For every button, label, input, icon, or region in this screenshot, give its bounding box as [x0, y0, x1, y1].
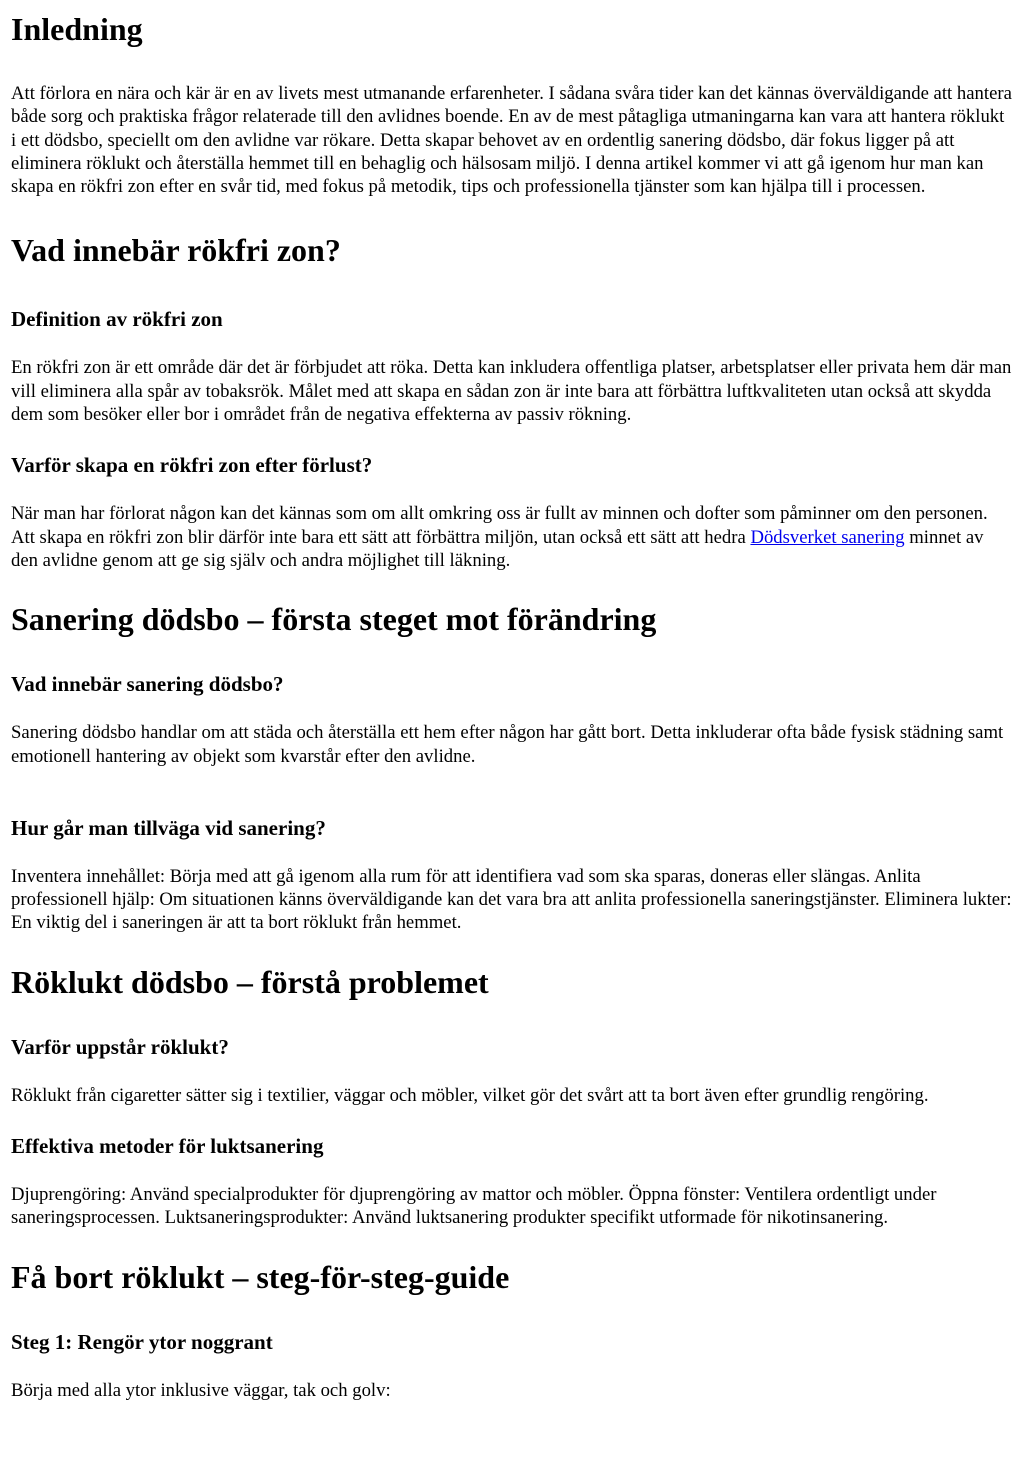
subheading-definition: Definition av rökfri zon — [11, 307, 223, 332]
heading-roklukt-dodsbo: Röklukt dödsbo – förstå problemet — [11, 963, 489, 1000]
paragraph-why-rokfri — [11, 502, 1013, 572]
paragraph-methods: Djuprengöring: Använd specialprodukter för djuprengöring av mattor och möbler. Öppna fönster: Ventilera ordentligt under saneringsprocessen. Luktsaneringsprodukter: Använd luktsanering produkter specifikt utformade för nikotinsanering. — [11, 1184, 937, 1229]
subheading-how-sanering: Hur går man tillväga vid sanering? — [11, 815, 326, 840]
subheading-methods: Effektiva metoder för luktsanering — [11, 1134, 324, 1159]
paragraph-how-sanering: Inventera innehållet: Börja med att gå igenom alla rum för att identifiera vad som ska sparas, doneras eller slängas. Anlita professionell hjälp: Om situationen känns överväldigande kan det vara bra att anlita professionella saneringstjänster. Eliminera lukter: En viktig del i saneringen är att ta bort röklukt från hemmet. — [11, 865, 1012, 934]
paragraph-cause: Röklukt från cigaretter sätter sig i textilier, väggar och möbler, vilket gör det svårt att ta bort även efter grundlig rengöring. — [11, 1084, 929, 1106]
why-text-after: minnet av den avlidne genom att ge sig själv och andra möjlighet till läkning. — [11, 526, 984, 571]
heading-sanering-dodsbo: Sanering dödsbo – första steget mot förändring — [11, 601, 657, 638]
subheading-what-sanering: Vad innebär sanering dödsbo? — [11, 672, 284, 697]
paragraph-step-1: Börja med alla ytor inklusive väggar, tak och golv: — [11, 1379, 391, 1401]
subheading-step-1: Steg 1: Rengör ytor noggrant — [11, 1329, 273, 1354]
article — [0, 10, 1024, 1402]
heading-guide: Få bort röklukt – steg-för-steg-guide — [11, 1258, 510, 1295]
dodsverket-sanering-link[interactable]: Dödsverket sanering — [750, 526, 905, 548]
paragraph-definition: En rökfri zon är ett område där det är förbjudet att röka. Detta kan inkludera offentliga platser, arbetsplatser eller privata hem där man vill eliminera alla spår av tobaksrök. Målet med att skapa en sådan zon är inte bara att förbättra luftkvaliteten utan också att skydda dem som besöker eller bor i området från de negativa effekterna av passiv rökning. — [11, 357, 1012, 426]
subheading-cause: Varför uppstår röklukt? — [11, 1034, 229, 1059]
heading-rokfri-zon: Vad innebär rökfri zon? — [11, 232, 341, 269]
paragraph-what-sanering: Sanering dödsbo handlar om att städa och återställa ett hem efter någon har gått bort. Detta inkluderar ofta både fysisk städning samt emotionell hantering av objekt som kvarstår efter den avlidne. — [11, 722, 1004, 767]
why-text-before: När man har förlorat någon kan det kännas som om allt omkring oss är fullt av minnen och dofter som påminner om den personen. Att skapa en rökfri zon blir därför inte bara ett sätt att förbättra miljön, utan också ett sätt att hedra — [11, 503, 988, 548]
heading-inledning: Inledning — [11, 11, 143, 47]
subheading-why-rokfri: Varför skapa en rökfri zon efter förlust? — [11, 453, 373, 478]
paragraph-intro: Att förlora en nära och kär är en av livets mest utmanande erfarenheter. I sådana svåra tider kan det kännas överväldigande att hantera både sorg och praktiska frågor relaterade till den avlidnes boende. En av de mest påtagliga utmaningarna kan vara att hantera röklukt i ett dödsbo, speciellt om den avlidne var rökare. Detta skapar behovet av en ordentlig sanering dödsbo, där fokus ligger på att eliminera röklukt och återställa hemmet till en behaglig och hälsosam miljö. I denna artikel kommer vi att gå igenom hur man kan skapa en rökfri zon efter en svår tid, med fokus på metodik, tips och professionella tjänster som kan hjälpa till i processen. — [11, 83, 1012, 198]
